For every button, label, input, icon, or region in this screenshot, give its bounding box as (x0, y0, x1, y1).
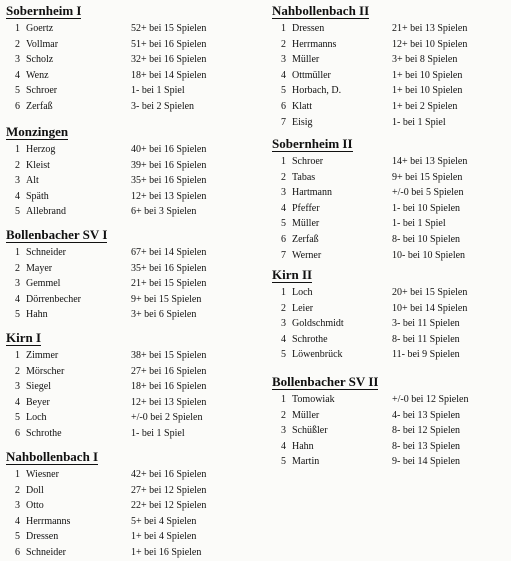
player-name: Alt (26, 175, 39, 187)
player-stat: 10- bei 10 Spielen (392, 249, 466, 261)
player-row (4, 173, 264, 189)
player-stat: 27+ bei 12 Spielen (131, 484, 207, 496)
player-rank: 5 (15, 206, 20, 218)
player-rank: 2 (15, 365, 20, 377)
player-stat: 9+ bei 15 Spielen (131, 293, 202, 305)
player-name: Dressen (292, 23, 325, 34)
player-name: Schüßler (292, 425, 328, 437)
player-name: Wenz (26, 69, 49, 81)
player-rank: 5 (15, 309, 20, 321)
player-stat: 32+ bei 16 Spielen (131, 54, 207, 66)
player-name: Beyer (26, 396, 50, 408)
player-row (270, 185, 511, 201)
player-rank: 6 (281, 100, 286, 112)
player-stat: 4- bei 13 Spielen (392, 409, 461, 421)
player-row (270, 37, 511, 53)
player-row (270, 332, 511, 348)
player-stat: 1+ bei 16 Spielen (131, 546, 202, 558)
player-rank: 4 (281, 333, 286, 345)
player-name: Schrothe (292, 333, 328, 345)
player-row (4, 276, 264, 292)
player-row (270, 232, 511, 248)
player-name: Mörscher (26, 365, 65, 377)
player-name: Hartmann (292, 187, 332, 199)
player-row (4, 467, 264, 483)
player-name: Herrmanns (292, 38, 337, 50)
player-rank: 3 (15, 381, 20, 393)
player-name: Dörrenbecher (26, 293, 81, 305)
player-row (270, 285, 511, 301)
player-name: Eisig (292, 116, 313, 128)
player-stat: 8- bei 13 Spielen (392, 440, 461, 452)
player-row (4, 261, 264, 277)
player-stat: 21+ bei 15 Spielen (131, 278, 207, 290)
player-rank: 1 (281, 156, 286, 167)
player-name: Schrothe (26, 427, 62, 439)
player-rank: 2 (281, 38, 286, 50)
player-name: Gemmel (26, 278, 61, 290)
player-stat: 51+ bei 16 Spielen (131, 38, 207, 50)
player-list (270, 154, 511, 263)
player-name: Leier (292, 302, 314, 314)
player-rank: 2 (281, 302, 286, 314)
player-stat: 6+ bei 3 Spielen (131, 206, 197, 218)
team-title: Bollenbacher SV II (272, 374, 379, 389)
player-rank: 5 (281, 349, 286, 361)
player-stat: 3+ bei 8 Spielen (392, 54, 458, 66)
player-row (4, 68, 264, 84)
player-stat: 22+ bei 12 Spielen (131, 500, 207, 512)
player-row (4, 545, 264, 561)
player-row (4, 37, 264, 53)
player-row (270, 216, 511, 232)
player-row (4, 245, 264, 261)
player-name: Loch (26, 412, 47, 424)
player-row (4, 379, 264, 395)
player-stat: 67+ bei 14 Spielen (131, 247, 207, 258)
player-stat: 8- bei 12 Spielen (392, 425, 461, 437)
team-title: Nahbollenbach I (6, 449, 99, 464)
player-rank: 1 (15, 350, 20, 361)
player-rank: 6 (15, 546, 20, 558)
player-rank: 5 (281, 456, 286, 468)
player-rank: 1 (15, 23, 20, 34)
player-rank: 2 (15, 38, 20, 50)
player-stat: 1- bei 10 Spielen (392, 202, 461, 214)
player-row (4, 364, 264, 380)
player-rank: 1 (281, 23, 286, 34)
player-stat: 18+ bei 16 Spielen (131, 381, 207, 393)
player-rank: 4 (15, 190, 20, 202)
player-stat: 10+ bei 14 Spielen (392, 302, 468, 314)
player-rank: 5 (15, 85, 20, 97)
player-stat: 14+ bei 13 Spielen (392, 156, 468, 167)
player-name: Schroer (292, 156, 324, 167)
player-name: Müller (292, 409, 320, 421)
player-name: Herzog (26, 144, 56, 155)
player-stat: 1+ bei 10 Spielen (392, 69, 463, 81)
player-stat: +/-0 bei 12 Spielen (392, 394, 469, 405)
player-name: Goertz (26, 23, 54, 34)
player-row (4, 21, 264, 37)
player-name: Zerfaß (26, 100, 53, 112)
player-list (270, 285, 511, 363)
player-name: Zimmer (26, 350, 59, 361)
player-stat: 1- bei 1 Spiel (392, 218, 446, 230)
player-stat: 35+ bei 16 Spielen (131, 175, 207, 187)
player-rank: 2 (15, 484, 20, 496)
player-name: Schneider (26, 247, 66, 258)
player-row (4, 426, 264, 442)
player-stat: 1- bei 1 Spiel (131, 85, 185, 97)
player-name: Ottmüller (292, 69, 331, 81)
player-list (270, 392, 511, 470)
player-row (4, 99, 264, 115)
player-row (270, 68, 511, 84)
player-name: Klatt (292, 100, 312, 112)
player-stat: 42+ bei 16 Spielen (131, 469, 207, 480)
player-row (4, 189, 264, 205)
team-title: Sobernheim II (272, 136, 353, 151)
player-name: Tomowiak (292, 394, 335, 405)
player-rank: 2 (281, 171, 286, 183)
player-row (270, 21, 511, 37)
player-stat: 1+ bei 2 Spielen (392, 100, 458, 112)
player-stat: 20+ bei 15 Spielen (392, 287, 468, 298)
player-name: Zerfaß (292, 233, 319, 245)
player-rank: 4 (281, 202, 286, 214)
team-title: Sobernheim I (6, 3, 82, 18)
player-row (270, 83, 511, 99)
player-row (270, 99, 511, 115)
player-rank: 5 (281, 218, 286, 230)
player-name: Vollmar (26, 38, 59, 50)
player-rank: 7 (281, 249, 286, 261)
team-block (4, 123, 264, 220)
player-name: Goldschmidt (292, 318, 344, 330)
player-row (270, 423, 511, 439)
player-rank: 6 (15, 427, 20, 439)
player-list (4, 21, 264, 115)
team-block (270, 135, 511, 263)
player-rank: 7 (281, 116, 286, 128)
player-row (270, 439, 511, 455)
player-stat: +/-0 bei 2 Spielen (131, 412, 203, 424)
player-row (4, 307, 264, 323)
player-row (270, 316, 511, 332)
player-row (270, 52, 511, 68)
player-name: Pfeffer (292, 202, 320, 214)
player-stat: 8- bei 10 Spielen (392, 233, 461, 245)
player-name: Martin (292, 456, 320, 468)
player-row (4, 142, 264, 158)
player-stat: 12+ bei 13 Spielen (131, 396, 207, 408)
player-rank: 4 (15, 69, 20, 81)
player-name: Loch (292, 287, 313, 298)
player-name: Hahn (26, 309, 48, 321)
player-stat: 3- bei 11 Spielen (392, 318, 460, 330)
player-stat: 39+ bei 16 Spielen (131, 159, 207, 171)
player-stat: 1+ bei 10 Spielen (392, 85, 463, 97)
player-name: Löwenbrück (292, 349, 343, 361)
player-row (270, 248, 511, 264)
player-name: Dressen (26, 531, 59, 543)
team-title: Bollenbacher SV I (6, 227, 108, 242)
player-name: Horbach, D. (292, 85, 342, 97)
player-stat: 35+ bei 16 Spielen (131, 262, 207, 274)
player-stat: 9+ bei 15 Spielen (392, 171, 463, 183)
team-block (270, 2, 511, 130)
player-rank: 6 (15, 100, 20, 112)
player-stat: 12+ bei 10 Spielen (392, 38, 468, 50)
player-name: Allebrand (26, 206, 66, 218)
player-stat: 8- bei 11 Spielen (392, 333, 460, 345)
player-name: Schneider (26, 546, 66, 558)
player-stat: 40+ bei 16 Spielen (131, 144, 207, 155)
player-name: Hahn (292, 440, 314, 452)
player-rank: 4 (15, 396, 20, 408)
player-rank: 1 (15, 247, 20, 258)
player-row (4, 498, 264, 514)
player-rank: 3 (281, 187, 286, 199)
player-row (270, 115, 511, 131)
player-rank: 4 (15, 293, 20, 305)
player-name: Doll (26, 484, 44, 496)
player-row (4, 158, 264, 174)
team-title: Monzingen (6, 124, 69, 139)
team-block (4, 329, 264, 442)
player-name: Müller (292, 218, 320, 230)
player-stat: 52+ bei 15 Spielen (131, 23, 207, 34)
player-rank: 3 (15, 500, 20, 512)
player-rank: 6 (281, 233, 286, 245)
player-name: Scholz (26, 54, 54, 66)
player-list (4, 245, 264, 323)
player-list (4, 467, 264, 561)
player-rank: 4 (281, 440, 286, 452)
player-name: Kleist (26, 159, 50, 171)
player-row (270, 454, 511, 470)
team-block (270, 266, 511, 363)
player-stat: 38+ bei 15 Spielen (131, 350, 207, 361)
team-block (4, 2, 264, 115)
player-row (4, 514, 264, 530)
player-rank: 3 (281, 425, 286, 437)
player-rank: 2 (15, 159, 20, 171)
player-name: Schroer (26, 85, 58, 97)
player-stat: 11- bei 9 Spielen (392, 349, 460, 361)
player-stat: 3+ bei 6 Spielen (131, 309, 197, 321)
player-row (4, 348, 264, 364)
player-rank: 2 (281, 409, 286, 421)
team-block (4, 448, 264, 561)
player-stat: +/-0 bei 5 Spielen (392, 187, 464, 199)
player-rank: 3 (281, 54, 286, 66)
player-rank: 1 (281, 394, 286, 405)
player-row (270, 301, 511, 317)
player-row (4, 395, 264, 411)
player-rank: 3 (15, 175, 20, 187)
player-rank: 1 (15, 469, 20, 480)
player-rank: 5 (281, 85, 286, 97)
team-block (270, 373, 511, 470)
team-title: Kirn II (272, 267, 313, 282)
player-stat: 3- bei 2 Spielen (131, 100, 195, 112)
player-rank: 3 (15, 278, 20, 290)
player-row (4, 204, 264, 220)
player-name: Späth (26, 190, 49, 202)
player-row (4, 52, 264, 68)
team-title: Kirn I (6, 330, 42, 345)
player-row (270, 170, 511, 186)
player-row (4, 83, 264, 99)
player-list (270, 21, 511, 130)
player-stat: 5+ bei 4 Spielen (131, 515, 197, 527)
player-row (270, 201, 511, 217)
player-rank: 3 (281, 318, 286, 330)
player-name: Tabas (292, 171, 316, 183)
player-list (4, 142, 264, 220)
player-rank: 4 (281, 69, 286, 81)
player-row (4, 529, 264, 545)
player-stat: 27+ bei 16 Spielen (131, 365, 207, 377)
player-row (270, 154, 511, 170)
player-name: Herrmanns (26, 515, 71, 527)
player-name: Werner (292, 249, 322, 261)
team-block (4, 226, 264, 323)
player-row (270, 392, 511, 408)
player-stat: 1- bei 1 Spiel (392, 116, 446, 128)
player-stat: 18+ bei 14 Spielen (131, 69, 207, 81)
player-stat: 1- bei 1 Spiel (131, 427, 185, 439)
player-row (4, 410, 264, 426)
player-name: Wiesner (26, 469, 59, 480)
player-row (270, 408, 511, 424)
player-stat: 1+ bei 4 Spielen (131, 531, 197, 543)
player-name: Mayer (26, 262, 53, 274)
player-rank: 3 (15, 54, 20, 66)
player-stat: 21+ bei 13 Spielen (392, 23, 468, 34)
team-title: Nahbollenbach II (272, 3, 370, 18)
player-rank: 5 (15, 531, 20, 543)
player-name: Otto (26, 500, 44, 512)
player-stat: 12+ bei 13 Spielen (131, 190, 207, 202)
player-rank: 1 (281, 287, 286, 298)
player-rank: 5 (15, 412, 20, 424)
player-list (4, 348, 264, 442)
player-stat: 9- bei 14 Spielen (392, 456, 461, 468)
player-rank: 1 (15, 144, 20, 155)
player-rank: 4 (15, 515, 20, 527)
player-row (270, 347, 511, 363)
player-row (4, 483, 264, 499)
player-name: Siegel (26, 381, 51, 393)
player-name: Müller (292, 54, 320, 66)
player-row (4, 292, 264, 308)
player-rank: 2 (15, 262, 20, 274)
